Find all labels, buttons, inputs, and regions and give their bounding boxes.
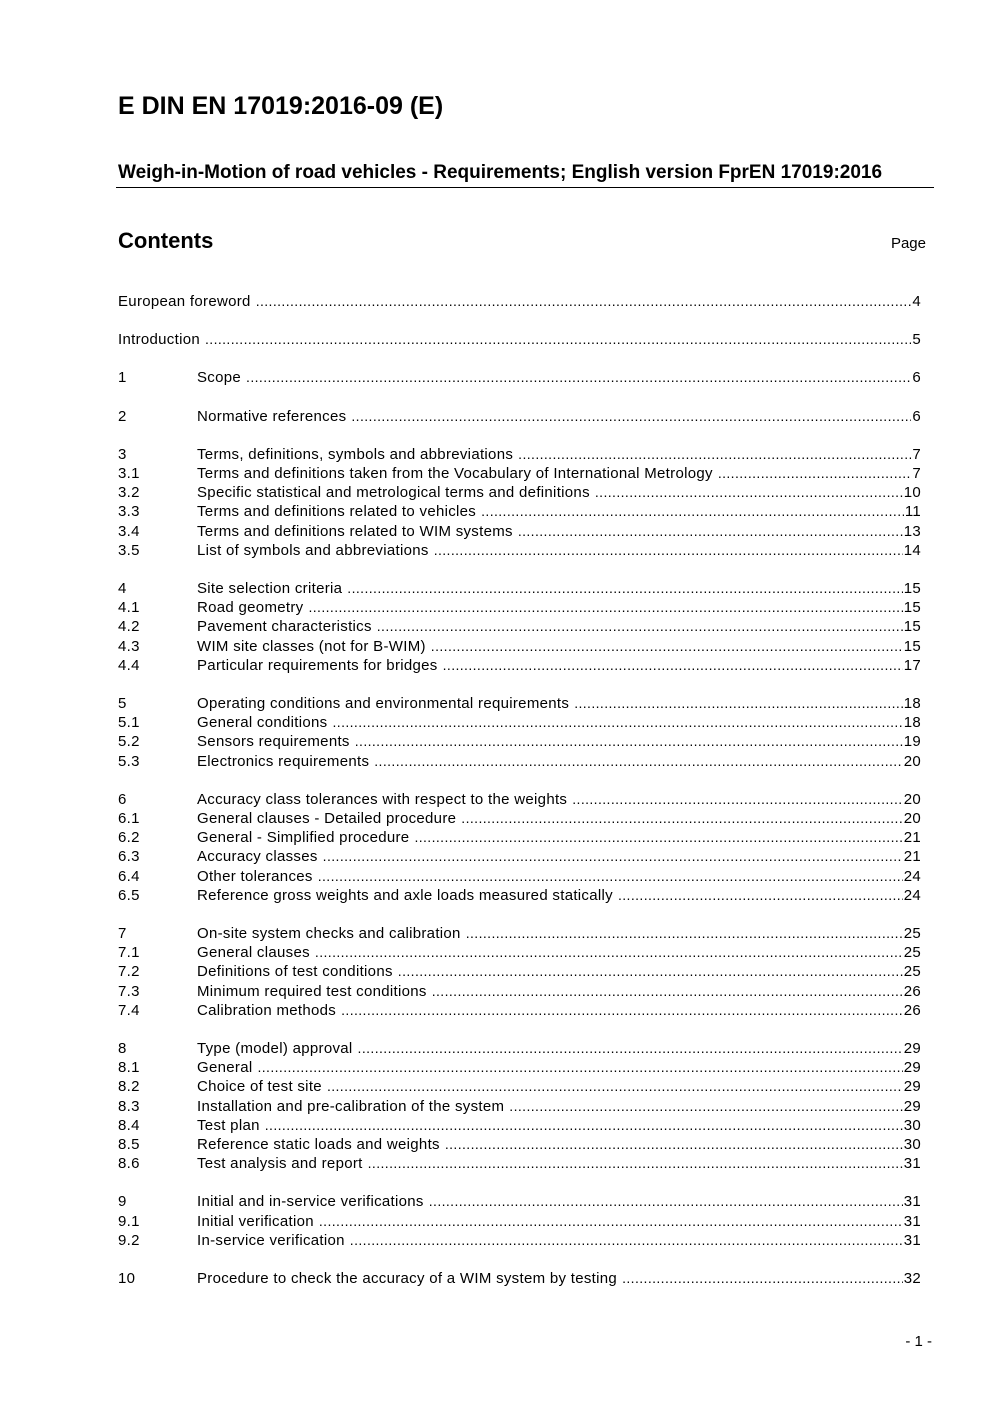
toc-dot-leader bbox=[518, 446, 911, 463]
toc-entry-title: General conditions bbox=[197, 714, 328, 731]
toc-dot-leader bbox=[315, 944, 903, 961]
toc-entry-number: 4.3 bbox=[118, 638, 140, 655]
toc-entry-number: 6.2 bbox=[118, 829, 140, 846]
toc-dot-leader bbox=[574, 695, 903, 712]
toc-entry-number: 3.4 bbox=[118, 523, 140, 540]
toc-entry-title: Initial verification bbox=[197, 1213, 314, 1230]
toc-entry-title: Scope bbox=[197, 369, 242, 386]
toc-entry-title: Road geometry bbox=[197, 599, 304, 616]
toc-entry-page: 32 bbox=[903, 1270, 921, 1287]
toc-dot-leader bbox=[718, 465, 912, 482]
toc-dot-leader bbox=[374, 753, 902, 770]
toc-entry-number: 3.5 bbox=[118, 542, 140, 559]
toc-entry-title: General clauses bbox=[197, 944, 310, 961]
toc-entry[interactable] bbox=[118, 523, 921, 542]
toc-dot-leader bbox=[319, 1213, 903, 1230]
toc-entry[interactable] bbox=[118, 465, 921, 484]
toc-entry-page: 31 bbox=[903, 1213, 921, 1230]
toc-entry[interactable] bbox=[118, 331, 921, 350]
toc-dot-leader bbox=[445, 1136, 903, 1153]
toc-entry-number: 8.6 bbox=[118, 1155, 140, 1172]
toc-entry[interactable] bbox=[118, 657, 921, 676]
toc-entry-page: 29 bbox=[903, 1078, 921, 1095]
toc-entry-title: List of symbols and abbreviations bbox=[197, 542, 429, 559]
toc-entry-title: Terms and definitions related to vehicles bbox=[197, 503, 477, 520]
toc-dot-leader bbox=[351, 408, 911, 425]
toc-entry[interactable] bbox=[118, 887, 921, 906]
toc-entry-page: 24 bbox=[903, 868, 921, 885]
toc-entry[interactable] bbox=[118, 1136, 921, 1155]
toc-entry-title: Terms and definitions taken from the Vocabulary of International Metrology bbox=[197, 465, 713, 482]
toc-entry-page: 26 bbox=[903, 983, 921, 1000]
toc-entry[interactable] bbox=[118, 1193, 921, 1212]
toc-dot-leader bbox=[595, 484, 903, 501]
toc-entry-page: 20 bbox=[903, 791, 921, 808]
toc-entry-title: Specific statistical and metrological terms and definitions bbox=[197, 484, 590, 501]
toc-entry-number: 6.3 bbox=[118, 848, 140, 865]
toc-entry-page: 20 bbox=[903, 810, 921, 827]
toc-entry-title: Type (model) approval bbox=[197, 1040, 353, 1057]
toc-dot-leader bbox=[368, 1155, 903, 1172]
toc-dot-leader bbox=[618, 887, 903, 904]
toc-dot-leader bbox=[431, 638, 903, 655]
document-subtitle: Weigh-in-Motion of road vehicles - Requirements; English version FprEN 17019:2016 bbox=[118, 162, 883, 183]
toc-entry-number: 7.4 bbox=[118, 1002, 140, 1019]
toc-entry-title: Reference static loads and weights bbox=[197, 1136, 440, 1153]
toc-entry-number: 8.1 bbox=[118, 1059, 140, 1076]
toc-entry[interactable] bbox=[118, 810, 921, 829]
toc-entry[interactable] bbox=[118, 1232, 921, 1251]
toc-entry-title: Accuracy class tolerances with respect to the weights bbox=[197, 791, 568, 808]
toc-entry-title: European foreword bbox=[118, 293, 251, 310]
toc-entry-title: Accuracy classes bbox=[197, 848, 318, 865]
toc-entry-number: 9.1 bbox=[118, 1213, 140, 1230]
toc-entry-number: 3.3 bbox=[118, 503, 140, 520]
toc-dot-leader bbox=[355, 733, 903, 750]
toc-dot-leader bbox=[341, 1002, 903, 1019]
toc-entry-number: 3.1 bbox=[118, 465, 140, 482]
contents-heading: Contents bbox=[118, 228, 214, 253]
toc-entry[interactable] bbox=[118, 369, 921, 388]
toc-entry-number: 3 bbox=[118, 446, 127, 463]
toc-entry-title: Calibration methods bbox=[197, 1002, 337, 1019]
toc-entry-number: 4 bbox=[118, 580, 127, 597]
toc-entry-number: 6.1 bbox=[118, 810, 140, 827]
toc-dot-leader bbox=[246, 369, 911, 386]
toc-dot-leader bbox=[358, 1040, 903, 1057]
toc-entry[interactable] bbox=[118, 618, 921, 637]
toc-entry-page: 7 bbox=[912, 465, 921, 482]
toc-dot-leader bbox=[518, 523, 903, 540]
toc-dot-leader bbox=[323, 848, 903, 865]
toc-entry-title: Procedure to check the accuracy of a WIM system by testing bbox=[197, 1270, 618, 1287]
toc-entry[interactable] bbox=[118, 542, 921, 561]
toc-entry-number: 8.3 bbox=[118, 1098, 140, 1115]
toc-entry-page: 29 bbox=[903, 1098, 921, 1115]
toc-dot-leader bbox=[572, 791, 902, 808]
toc-entry-title: Pavement characteristics bbox=[197, 618, 372, 635]
toc-entry-title: Terms, definitions, symbols and abbreviations bbox=[197, 446, 514, 463]
toc-entry-title: Other tolerances bbox=[197, 868, 313, 885]
toc-entry-page: 25 bbox=[903, 925, 921, 942]
toc-entry-page: 15 bbox=[903, 580, 921, 597]
toc-dot-leader bbox=[205, 331, 911, 348]
toc-entry-title: On-site system checks and calibration bbox=[197, 925, 461, 942]
toc-entry[interactable] bbox=[118, 1155, 921, 1174]
toc-entry-page: 15 bbox=[903, 599, 921, 616]
toc-entry-number: 7.2 bbox=[118, 963, 140, 980]
toc-entry[interactable] bbox=[118, 484, 921, 503]
toc-entry[interactable] bbox=[118, 695, 921, 714]
toc-entry-page: 4 bbox=[912, 293, 921, 310]
toc-dot-leader bbox=[398, 963, 903, 980]
toc-entry-title: Reference gross weights and axle loads measured statically bbox=[197, 887, 613, 904]
toc-entry-page: 19 bbox=[903, 733, 921, 750]
title-divider bbox=[116, 187, 934, 188]
toc-entry[interactable] bbox=[118, 1040, 921, 1059]
page-number: - 1 - bbox=[905, 1333, 932, 1350]
toc-entry-title: Terms and definitions related to WIM systems bbox=[197, 523, 513, 540]
toc-entry-number: 10 bbox=[118, 1270, 136, 1287]
toc-entry-page: 31 bbox=[903, 1232, 921, 1249]
toc-entry-page: 15 bbox=[903, 638, 921, 655]
toc-entry[interactable] bbox=[118, 1098, 921, 1117]
toc-entry-page: 17 bbox=[903, 657, 921, 674]
toc-entry[interactable] bbox=[118, 1270, 921, 1289]
toc-entry-page: 30 bbox=[903, 1136, 921, 1153]
toc-entry[interactable] bbox=[118, 848, 921, 867]
toc-dot-leader bbox=[318, 868, 903, 885]
toc-dot-leader bbox=[308, 599, 902, 616]
toc-entry[interactable] bbox=[118, 293, 921, 312]
toc-entry-page: 31 bbox=[903, 1193, 921, 1210]
toc-entry[interactable] bbox=[118, 925, 921, 944]
toc-entry-title: WIM site classes (not for B-WIM) bbox=[197, 638, 426, 655]
toc-entry-page: 10 bbox=[903, 484, 921, 501]
toc-entry-number: 4.4 bbox=[118, 657, 140, 674]
toc-entry-title: General bbox=[197, 1059, 253, 1076]
toc-entry-number: 5.3 bbox=[118, 753, 140, 770]
toc-entry-number: 7.3 bbox=[118, 983, 140, 1000]
toc-entry-number: 3.2 bbox=[118, 484, 140, 501]
toc-entry-number: 1 bbox=[118, 369, 127, 386]
toc-dot-leader bbox=[265, 1117, 903, 1134]
toc-entry-title: Site selection criteria bbox=[197, 580, 343, 597]
toc-dot-leader bbox=[257, 1059, 902, 1076]
toc-entry-page: 20 bbox=[903, 753, 921, 770]
toc-dot-leader bbox=[414, 829, 902, 846]
toc-dot-leader bbox=[350, 1232, 903, 1249]
toc-entry-page: 18 bbox=[903, 714, 921, 731]
toc-entry-title: Minimum required test conditions bbox=[197, 983, 427, 1000]
toc-entry[interactable] bbox=[118, 983, 921, 1002]
toc-entry[interactable] bbox=[118, 1002, 921, 1021]
toc-entry[interactable] bbox=[118, 1117, 921, 1136]
toc-dot-leader bbox=[432, 983, 903, 1000]
toc-entry-number: 5.2 bbox=[118, 733, 140, 750]
toc-dot-leader bbox=[377, 618, 903, 635]
toc-entry-page: 7 bbox=[912, 446, 921, 463]
toc-dot-leader bbox=[481, 503, 904, 520]
toc-entry-title: Particular requirements for bridges bbox=[197, 657, 438, 674]
toc-entry-title: General clauses - Detailed procedure bbox=[197, 810, 457, 827]
toc-entry[interactable] bbox=[118, 1078, 921, 1097]
toc-entry-page: 15 bbox=[903, 618, 921, 635]
toc-entry-number: 7.1 bbox=[118, 944, 140, 961]
toc-dot-leader bbox=[332, 714, 902, 731]
toc-entry-title: Choice of test site bbox=[197, 1078, 322, 1095]
toc-entry-page: 21 bbox=[903, 848, 921, 865]
toc-entry-page: 6 bbox=[912, 408, 921, 425]
toc-entry-number: 6.5 bbox=[118, 887, 140, 904]
toc-entry-page: 25 bbox=[903, 944, 921, 961]
toc-entry-number: 6 bbox=[118, 791, 127, 808]
toc-entry[interactable] bbox=[118, 638, 921, 657]
toc-entry-title: Initial and in-service verifications bbox=[197, 1193, 424, 1210]
toc-entry-page: 30 bbox=[903, 1117, 921, 1134]
toc-entry-number: 9.2 bbox=[118, 1232, 140, 1249]
toc-entry-title: Electronics requirements bbox=[197, 753, 370, 770]
toc-entry-title: Test plan bbox=[197, 1117, 260, 1134]
toc-entry-page: 6 bbox=[912, 369, 921, 386]
toc-entry-page: 11 bbox=[904, 503, 921, 520]
toc-dot-leader bbox=[461, 810, 902, 827]
toc-dot-leader bbox=[429, 1193, 903, 1210]
toc-entry-number: 8.5 bbox=[118, 1136, 140, 1153]
toc-entry-number: 7 bbox=[118, 925, 127, 942]
toc-entry[interactable] bbox=[118, 580, 921, 599]
toc-entry-number: 2 bbox=[118, 408, 127, 425]
toc-entry[interactable] bbox=[118, 714, 921, 733]
toc-dot-leader bbox=[622, 1270, 903, 1287]
toc-entry[interactable] bbox=[118, 791, 921, 810]
toc-entry[interactable] bbox=[118, 753, 921, 772]
toc-entry-number: 5.1 bbox=[118, 714, 140, 731]
toc-entry-page: 5 bbox=[912, 331, 921, 348]
toc-entry-page: 29 bbox=[903, 1040, 921, 1057]
toc-entry-title: Operating conditions and environmental requirements bbox=[197, 695, 570, 712]
toc-entry[interactable] bbox=[118, 733, 921, 752]
toc-entry[interactable] bbox=[118, 503, 921, 522]
toc-entry-page: 21 bbox=[903, 829, 921, 846]
toc-entry-title: Installation and pre-calibration of the system bbox=[197, 1098, 505, 1115]
toc-entry-title: Definitions of test conditions bbox=[197, 963, 393, 980]
toc-entry-page: 13 bbox=[903, 523, 921, 540]
toc-entry-page: 26 bbox=[903, 1002, 921, 1019]
toc-dot-leader bbox=[443, 657, 903, 674]
toc-entry[interactable] bbox=[118, 1213, 921, 1232]
toc-entry-number: 4.2 bbox=[118, 618, 140, 635]
toc-dot-leader bbox=[434, 542, 903, 559]
toc-entry[interactable] bbox=[118, 944, 921, 963]
toc-entry-page: 25 bbox=[903, 963, 921, 980]
toc-entry-number: 8.2 bbox=[118, 1078, 140, 1095]
page-column-label: Page bbox=[890, 235, 926, 252]
toc-dot-leader bbox=[466, 925, 903, 942]
document-title: E DIN EN 17019:2016-09 (E) bbox=[118, 92, 444, 120]
toc-entry-title: Introduction bbox=[118, 331, 200, 348]
toc-entry[interactable] bbox=[118, 408, 921, 427]
toc-entry-number: 4.1 bbox=[118, 599, 140, 616]
toc-dot-leader bbox=[256, 293, 912, 310]
toc-entry-title: General - Simplified procedure bbox=[197, 829, 410, 846]
toc-entry[interactable] bbox=[118, 1059, 921, 1078]
toc-entry[interactable] bbox=[118, 963, 921, 982]
toc-dot-leader bbox=[327, 1078, 903, 1095]
toc-entry-page: 18 bbox=[903, 695, 921, 712]
toc-entry-number: 8 bbox=[118, 1040, 127, 1057]
toc-entry-title: In-service verification bbox=[197, 1232, 345, 1249]
toc-entry-number: 9 bbox=[118, 1193, 127, 1210]
toc-dot-leader bbox=[347, 580, 902, 597]
toc-entry[interactable] bbox=[118, 868, 921, 887]
toc-entry[interactable] bbox=[118, 599, 921, 618]
toc-entry[interactable] bbox=[118, 446, 921, 465]
toc-entry-page: 14 bbox=[903, 542, 921, 559]
toc-entry-title: Normative references bbox=[197, 408, 347, 425]
toc-entry-page: 29 bbox=[903, 1059, 921, 1076]
toc-entry-number: 8.4 bbox=[118, 1117, 140, 1134]
toc-entry-title: Test analysis and report bbox=[197, 1155, 363, 1172]
toc-entry-number: 5 bbox=[118, 695, 127, 712]
toc-entry-page: 31 bbox=[903, 1155, 921, 1172]
toc-entry[interactable] bbox=[118, 829, 921, 848]
toc-entry-page: 24 bbox=[903, 887, 921, 904]
toc-entry-title: Sensors requirements bbox=[197, 733, 350, 750]
toc-entry-number: 6.4 bbox=[118, 868, 140, 885]
toc-dot-leader bbox=[509, 1098, 902, 1115]
